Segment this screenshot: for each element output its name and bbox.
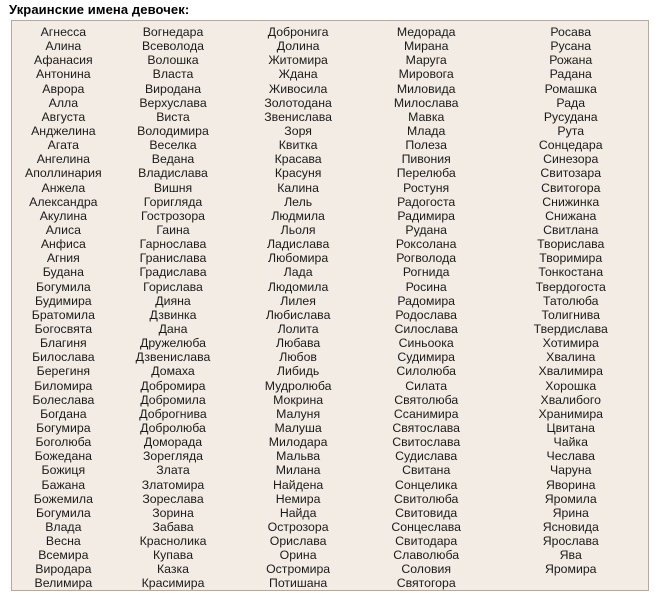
name-item: Мальва: [276, 449, 321, 464]
name-item: Агата: [47, 138, 79, 153]
names-column: [231, 25, 365, 591]
name-item: Яромира: [544, 562, 597, 577]
name-item: Алла: [48, 95, 79, 110]
name-item: Синьоока: [398, 336, 454, 351]
name-item: Гарнослава: [139, 237, 207, 252]
name-item: Калина: [277, 180, 319, 195]
names-column: [359, 25, 494, 591]
name-item: Живосила: [268, 81, 328, 96]
name-item: Всемира: [38, 548, 89, 563]
name-item: Радимира: [397, 208, 456, 223]
name-item: Силослава: [394, 321, 458, 336]
name-item: Лель: [284, 194, 313, 209]
name-item: Ярослава: [542, 534, 599, 549]
name-item: Любислава: [265, 307, 331, 322]
name-item: Богумила: [35, 279, 91, 294]
name-item: Акулина: [39, 208, 87, 223]
name-item: Русана: [550, 39, 592, 54]
name-item: Милодара: [268, 435, 328, 450]
name-item: Злата: [156, 463, 190, 478]
name-item: Орислава: [269, 534, 327, 549]
name-item: Синезора: [543, 152, 599, 167]
name-item: Гранислава: [139, 251, 207, 266]
name-item: Свитогора: [541, 180, 601, 195]
name-item: Владислава: [138, 166, 208, 181]
name-item: Добромира: [140, 378, 206, 393]
name-item: Миловида: [396, 81, 456, 96]
name-item: Антонина: [36, 67, 91, 82]
name-item: Зореслава: [142, 491, 204, 506]
name-item: Милана: [275, 463, 321, 478]
name-item: Мокрина: [273, 392, 324, 407]
name-item: Любов: [279, 350, 317, 365]
name-item: Ведана: [151, 152, 195, 167]
name-item: Людмила: [271, 208, 325, 223]
name-item: Красуня: [274, 166, 322, 181]
name-item: Родослава: [395, 307, 458, 322]
name-item: Перелюба: [396, 166, 456, 181]
name-item: Аврора: [42, 81, 85, 96]
names-panel: [11, 20, 649, 591]
name-item: Хвалина: [546, 350, 596, 365]
name-item: Потишана: [268, 576, 328, 591]
name-item: Божиця: [41, 463, 86, 478]
name-item: Свитозара: [540, 166, 602, 181]
name-item: Пивония: [401, 152, 451, 167]
name-item: Ангелина: [36, 152, 90, 167]
name-item: Доморада: [143, 435, 203, 450]
name-item: Росава: [550, 25, 592, 39]
name-item: Зорегляда: [143, 449, 204, 464]
name-item: Острозора: [267, 519, 329, 534]
name-item: Божемила: [33, 491, 93, 506]
name-item: Творислава: [537, 237, 605, 252]
name-item: Горислава: [143, 279, 203, 294]
name-item: Льоля: [280, 222, 316, 237]
name-item: Святогора: [396, 576, 456, 591]
name-item: Орина: [279, 548, 317, 563]
name-item: Людомила: [267, 279, 329, 294]
name-item: Афанасия: [34, 53, 93, 68]
name-item: Ярина: [552, 505, 589, 520]
name-item: Любомира: [268, 251, 329, 266]
name-item: Хвалибого: [540, 392, 601, 407]
name-item: Августа: [41, 109, 86, 124]
name-item: Милослава: [393, 95, 459, 110]
name-item: Будана: [42, 265, 84, 280]
name-item: Зоря: [284, 123, 312, 138]
name-item: Ладислава: [266, 237, 330, 252]
name-item: Золотодана: [264, 95, 332, 110]
name-item: Рудана: [405, 222, 447, 237]
name-item: Ява: [559, 548, 582, 563]
name-item: Мудролюба: [264, 378, 332, 393]
name-item: Либидь: [276, 364, 320, 379]
name-item: Сонцедара: [538, 138, 603, 153]
name-item: Вишня: [153, 180, 193, 195]
name-item: Русудана: [543, 109, 598, 124]
name-item: Малуша: [274, 420, 322, 435]
name-item: Веселка: [149, 138, 197, 153]
name-item: Дзвинка: [149, 307, 197, 322]
name-item: Силата: [405, 378, 448, 393]
name-item: Остромира: [266, 562, 331, 577]
name-item: Рута: [557, 123, 585, 138]
name-item: Анджелина: [31, 123, 96, 138]
name-item: Рожана: [549, 53, 593, 68]
name-item: Звенислава: [264, 109, 332, 124]
name-item: Твердислава: [533, 321, 608, 336]
name-item: Лолита: [277, 321, 319, 336]
name-item: Анфиса: [40, 237, 86, 252]
name-item: Божедана: [34, 449, 92, 464]
name-item: Горигляда: [143, 194, 203, 209]
name-item: Казка: [157, 562, 189, 577]
name-item: Будимира: [35, 293, 92, 308]
names-column: [493, 25, 648, 591]
name-item: Свитолюба: [394, 491, 459, 506]
name-item: Дзвенислава: [135, 350, 211, 365]
name-item: Соловия: [401, 562, 452, 577]
name-item: Найда: [279, 505, 317, 520]
name-item: Ясновида: [542, 519, 599, 534]
name-item: Агния: [46, 251, 80, 266]
name-item: Гаина: [156, 222, 190, 237]
name-item: Добронига: [267, 25, 329, 39]
name-item: Виродара: [35, 562, 92, 577]
name-item: Чайка: [553, 435, 588, 450]
name-item: Рада: [556, 95, 586, 110]
name-item: Верхуслава: [139, 95, 207, 110]
name-item: Радогоста: [397, 194, 456, 209]
name-item: Радомира: [397, 293, 456, 308]
name-item: Ромашка: [544, 81, 597, 96]
name-item: Тонкостана: [538, 265, 604, 280]
name-item: Полеза: [405, 138, 448, 153]
name-item: Александра: [29, 194, 98, 209]
name-item: Рогнида: [402, 265, 450, 280]
name-item: Святолюба: [394, 392, 459, 407]
name-item: Красава: [274, 152, 322, 167]
name-item: Славолюба: [393, 548, 460, 563]
name-item: Свитлана: [543, 222, 599, 237]
name-item: Немира: [275, 491, 321, 506]
name-item: Аполлинария: [25, 166, 102, 181]
name-item: Власта: [152, 67, 194, 82]
name-item: Алина: [45, 39, 82, 54]
name-item: Забава: [152, 519, 194, 534]
name-item: Святослава: [392, 420, 461, 435]
name-item: Свитовида: [395, 505, 458, 520]
name-item: Красимира: [141, 576, 205, 591]
name-item: Мирана: [403, 39, 449, 54]
name-item: Богдана: [40, 406, 87, 421]
name-item: Сонцелика: [395, 477, 458, 492]
name-item: Краснолика: [139, 534, 207, 549]
name-item: Росина: [405, 279, 447, 294]
page-title: Украинские имена девочек:: [9, 2, 190, 17]
name-item: Малуня: [276, 406, 321, 421]
name-item: Виста: [156, 109, 190, 124]
name-item: Златомира: [141, 477, 205, 492]
name-item: Снижана: [545, 208, 597, 223]
name-item: Житомира: [268, 53, 328, 68]
name-item: Дружелюба: [140, 336, 206, 351]
name-item: Велимира: [34, 576, 93, 591]
name-item: Виродана: [144, 81, 202, 96]
name-item: Биломира: [34, 378, 93, 393]
name-item: Цвитана: [546, 420, 595, 435]
name-item: Яворина: [546, 477, 596, 492]
name-item: Мировога: [398, 67, 454, 82]
names-column: [12, 25, 115, 591]
name-item: Добролюба: [140, 420, 206, 435]
name-item: Дана: [158, 321, 188, 336]
name-item: Лада: [283, 265, 313, 280]
name-item: Билослава: [32, 350, 95, 365]
name-item: Ждана: [278, 67, 318, 82]
name-item: Маруга: [405, 53, 447, 68]
name-item: Волошка: [147, 53, 199, 68]
name-item: Свитодара: [395, 534, 458, 549]
names-column: [115, 25, 232, 591]
name-item: Доброгнива: [139, 406, 207, 421]
name-item: Богумила: [35, 505, 91, 520]
name-item: Братомила: [31, 307, 95, 322]
name-item: Толигнива: [541, 307, 601, 322]
name-item: Боголюба: [35, 435, 92, 450]
name-item: Алиса: [45, 222, 81, 237]
name-item: Бажана: [41, 477, 86, 492]
name-item: Сонцеслава: [391, 519, 462, 534]
name-item: Чеслава: [546, 449, 595, 464]
name-item: Долина: [276, 39, 320, 54]
name-item: Влада: [45, 519, 82, 534]
name-item: Лилея: [280, 293, 316, 308]
name-item: Силолюба: [396, 364, 457, 379]
name-item: Найдена: [273, 477, 324, 492]
name-item: Весна: [45, 534, 81, 549]
name-item: Богосвята: [34, 321, 93, 336]
name-item: Гострозора: [141, 208, 206, 223]
name-item: Болеслава: [32, 392, 95, 407]
name-item: Хотимира: [542, 336, 599, 351]
name-item: Медорада: [396, 25, 456, 39]
name-item: Агнесса: [40, 25, 87, 39]
name-item: Квитка: [278, 138, 318, 153]
name-item: Свитослава: [392, 435, 461, 450]
name-item: Домаха: [151, 364, 195, 379]
name-item: Дияна: [155, 293, 191, 308]
name-item: Купава: [152, 548, 194, 563]
names-columns: [12, 25, 648, 591]
name-item: Хранимира: [538, 406, 604, 421]
name-item: Зорина: [152, 505, 194, 520]
name-item: Любава: [276, 336, 321, 351]
name-item: Добромила: [140, 392, 206, 407]
name-item: Чаруна: [549, 463, 592, 478]
name-item: Хорошка: [545, 378, 597, 393]
name-item: Творимира: [539, 251, 603, 266]
name-item: Татолюба: [542, 293, 599, 308]
name-item: Твердогоста: [535, 279, 606, 294]
name-item: Градислава: [139, 265, 207, 280]
name-item: Радана: [549, 67, 592, 82]
name-item: Роксолана: [395, 237, 457, 252]
name-item: Володимира: [137, 123, 209, 138]
name-item: Яромила: [544, 491, 597, 506]
name-item: Богумира: [36, 420, 91, 435]
name-item: Рогволода: [396, 251, 457, 266]
name-item: Анжела: [41, 180, 86, 195]
name-item: Благиня: [39, 336, 87, 351]
name-item: Сcанимира: [393, 406, 459, 421]
name-item: Млада: [407, 123, 446, 138]
name-item: Снижинка: [542, 194, 600, 209]
name-item: Берегиня: [36, 364, 91, 379]
name-item: Ростуня: [403, 180, 450, 195]
name-item: Мавка: [408, 109, 445, 124]
name-item: Судислава: [395, 449, 458, 464]
name-item: Хвалимира: [538, 364, 603, 379]
name-item: Судимира: [397, 350, 456, 365]
name-item: Свитана: [402, 463, 451, 478]
name-item: Всеволода: [141, 39, 205, 54]
name-item: Вогнедара: [142, 25, 204, 39]
